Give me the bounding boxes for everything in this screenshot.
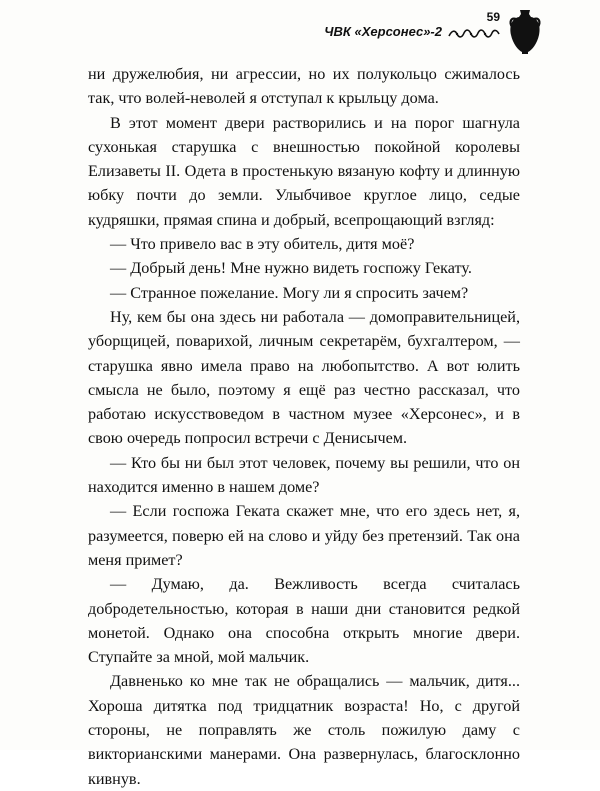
dialogue-line-5: — Если госпожа Геката скажет мне, что его здесь нет, я, разумеется, поверю ей на слово и уйду без претензий. Так она меня примет? xyxy=(88,502,520,569)
dialogue-line-6: — Думаю, да. Вежливость всегда считалась добродетельностью, которая в наши дни становится редкой монетой. Однако она способна открыть многие двери. Ступайте за мной, мой мальчик. xyxy=(88,575,520,667)
body-text xyxy=(88,62,520,791)
wave-ornament-icon xyxy=(448,28,500,40)
page-number: 59 xyxy=(486,10,500,24)
dialogue-line-3: — Странное пожелание. Могу ли я спросить зачем? xyxy=(110,283,469,302)
running-head xyxy=(324,10,500,40)
dialogue-line-1: — Что привело вас в эту обитель, дитя моё? xyxy=(110,235,415,254)
paragraph-4: Давненько ко мне так не обращались — мальчик, дитя... Хороша дитятка под тридцатник возраста! Но, с другой стороны, не поправлять же столь пожилую даму с викторианскими манерами. Она развернулась, благосклонно кивнув. xyxy=(88,672,520,788)
header-ornament-group xyxy=(448,10,500,40)
running-title: ЧВК «Херсонес»-2 xyxy=(324,24,442,39)
paragraph-1: ни дружелюбия, ни агрессии, но их полукольцо сжималось так, что волей-неволей я отступал к крыльцу дома. xyxy=(88,65,520,108)
dialogue-line-2: — Добрый день! Мне нужно видеть госпожу Гекату. xyxy=(110,259,472,278)
paragraph-3: Ну, кем бы она здесь ни работала — домоправительницей, уборщицей, поварихой, личным секретарём, бухгалтером, — старушка явно имела право на любопытство. А вот юлить смысла не было, поэтому я ещё раз честно рассказал, что работаю искусствоведом в частном музее «Херсонес», и в свою очередь попросил встречи с Денисычем. xyxy=(88,307,520,448)
amphora-icon xyxy=(508,8,542,56)
paragraph-2: В этот момент двери растворились и на порог шагнула сухонькая старушка с внешностью покойной королевы Елизаветы II. Одета в простенькую вязаную кофту и длинную юбку почти до земли. Улыбчивое круглое лицо, седые кудряшки, прямая спина и добрый, всепрощающий взгляд: xyxy=(88,113,520,229)
dialogue-line-4: — Кто бы ни был этот человек, почему вы решили, что он находится именно в нашем доме? xyxy=(88,453,520,497)
